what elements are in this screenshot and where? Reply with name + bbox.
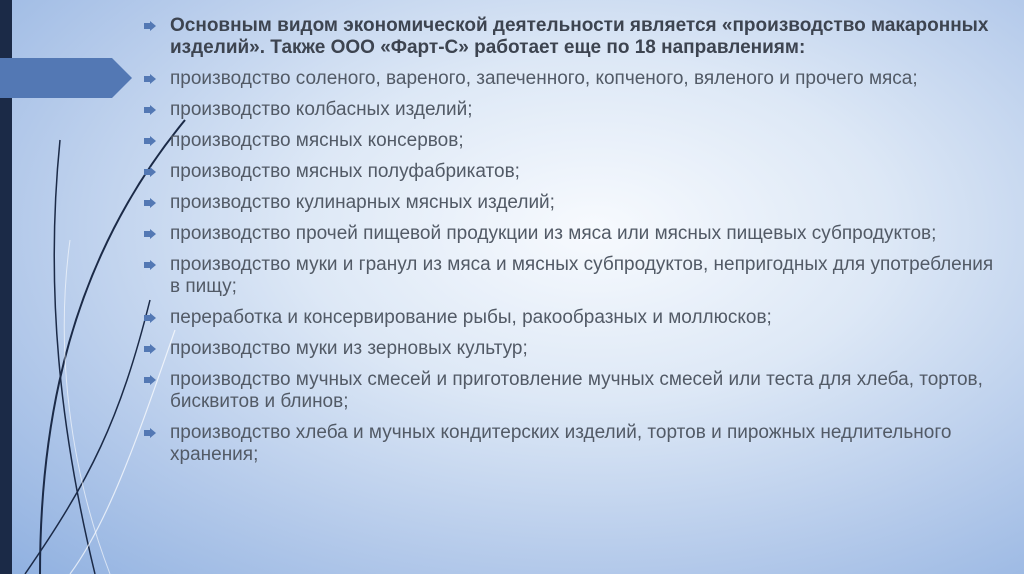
list-item	[144, 254, 994, 298]
list-item	[144, 338, 994, 360]
item-text: производство мясных полуфабрикатов;	[170, 161, 520, 182]
arrow-bullet-icon	[144, 344, 156, 354]
arrow-bullet-icon	[144, 428, 156, 438]
arrow-bullet-icon	[144, 105, 156, 115]
item-text: производство прочей пищевой продукции из мяса или мясных пищевых субпродуктов;	[170, 223, 937, 244]
list-item	[144, 130, 994, 152]
item-text: производство муки из зерновых культур;	[170, 338, 528, 359]
list-item	[144, 161, 994, 183]
arrow-bullet-icon	[144, 74, 156, 84]
list-item	[144, 369, 994, 413]
item-text: производство муки и гранул из мяса и мясных субпродуктов, непригодных для употребления в пищу;	[170, 254, 994, 297]
title-accent-tab	[0, 58, 132, 98]
list-item	[144, 223, 994, 245]
arrow-bullet-icon	[144, 313, 156, 323]
arrow-bullet-icon	[144, 21, 156, 31]
list-item	[144, 68, 994, 90]
item-text: производство мучных смесей и приготовление мучных смесей или теста для хлеба, тортов, бисквитов и блинов;	[170, 369, 983, 412]
arrow-bullet-icon	[144, 260, 156, 270]
arrow-bullet-icon	[144, 198, 156, 208]
bullet-list	[144, 15, 994, 475]
item-text: Основным видом экономической деятельности является «производство макаронных изделий». Также ООО «Фарт-С» работает еще по 18 направлениям:	[170, 15, 989, 58]
arrow-bullet-icon	[144, 167, 156, 177]
item-text: производство кулинарных мясных изделий;	[170, 192, 555, 213]
list-item	[144, 15, 994, 59]
list-item	[144, 307, 994, 329]
list-item	[144, 422, 994, 466]
list-item	[144, 99, 994, 121]
item-text: переработка и консервирование рыбы, ракообразных и моллюсков;	[170, 307, 772, 328]
list-item	[144, 192, 994, 214]
item-text: производство колбасных изделий;	[170, 99, 473, 120]
arrow-bullet-icon	[144, 229, 156, 239]
arrow-bullet-icon	[144, 375, 156, 385]
item-text: производство хлеба и мучных кондитерских изделий, тортов и пирожных недлительного хранения;	[170, 422, 952, 465]
arrow-bullet-icon	[144, 136, 156, 146]
item-text: производство соленого, вареного, запеченного, копченого, вяленого и прочего мяса;	[170, 68, 918, 89]
item-text: производство мясных консервов;	[170, 130, 464, 151]
